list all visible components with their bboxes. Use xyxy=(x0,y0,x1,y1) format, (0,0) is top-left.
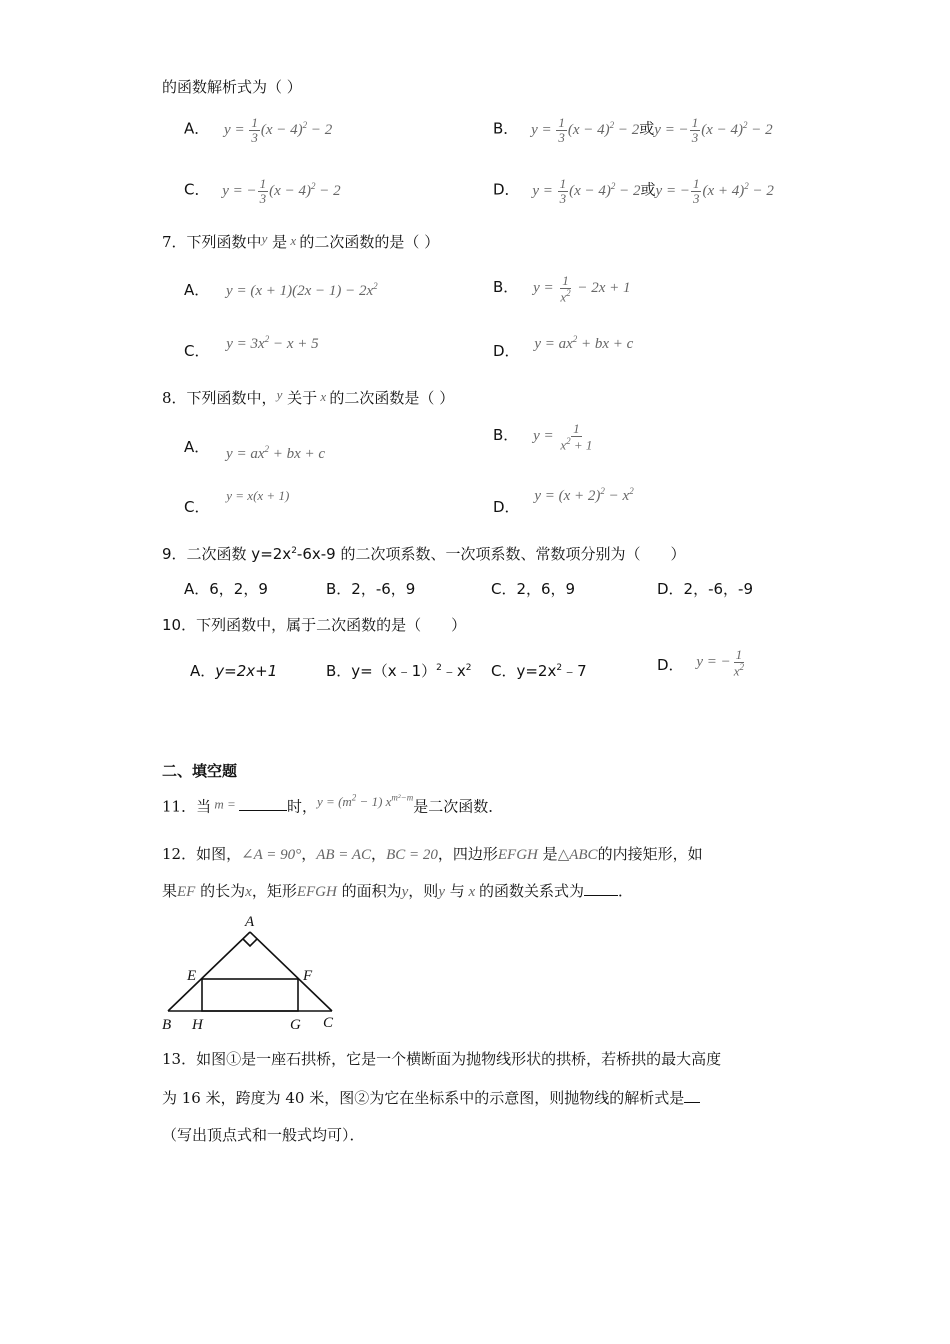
label-f: F xyxy=(303,968,313,984)
q11-answer-blank[interactable] xyxy=(239,810,287,811)
q6-option-c-label: C． xyxy=(184,180,210,199)
q6-option-b-label: B． xyxy=(493,119,519,138)
q11-stem: 11．当 m = 时，$y = (m^2 - 1)$ $x^{m^2-m}$是二次函数． xyxy=(162,793,504,816)
q6-stem-tail: 的函数解析式为（ ） xyxy=(162,78,302,96)
label-e: E xyxy=(187,968,197,984)
q7-option-b[interactable]: B． y = $\frac{1}{x^2}$ − 2x + 1 xyxy=(493,273,631,304)
label-g: G xyxy=(290,1017,301,1033)
q7-option-c[interactable]: C． $y = 3x^2 - x + 5$ xyxy=(184,334,319,360)
q10-option-b[interactable]: B．$y=(x﹣1)^2﹣x^2$ xyxy=(326,662,472,680)
q9-stem: 9．二次函数 $y=2x^2-6x-9$ 的二次项系数、一次项系数、常数项分别为（ ） xyxy=(162,545,686,563)
q8-option-d[interactable]: D． $y = (x + 2)^2 - x^2$ xyxy=(493,486,634,516)
label-c: C xyxy=(323,1015,334,1031)
q6-option-b-or: 或 xyxy=(639,119,655,138)
q8-option-a[interactable]: A． $y = ax^2$ + bx + c xyxy=(184,438,326,462)
q6-option-d-or: 或 xyxy=(640,180,656,199)
q6-option-a-label: A． xyxy=(184,119,210,138)
q6-option-b-formula-1: y = $\frac{1}{3}$ $(x - 4)^2 - 2$ xyxy=(531,115,640,145)
line-ac xyxy=(250,932,332,1011)
q12-line-1: 12．如图，∠A = 90°，AB = AC，BC = 20，四边形EFGH 是△ABC的内接矩形，如 xyxy=(162,845,703,863)
q7-option-a[interactable]: A． $y = (x + 1)(2x - 1) - 2x^2$ xyxy=(184,281,378,299)
q10-option-d[interactable]: D． y = − $\frac{1}{x^2}$ xyxy=(657,647,745,678)
q12-line-2: 果EF 的长为x，矩形EFGH 的面积为y，则y 与 x 的函数关系式为 ． xyxy=(162,882,633,900)
triangle-figure xyxy=(160,910,340,1035)
q6-option-d-formula-2: y = − $\frac{1}{3}$ $(x + 4)^2 - 2$ xyxy=(655,176,774,206)
label-b: B xyxy=(162,1017,172,1033)
q6-option-b[interactable] xyxy=(493,116,773,144)
label-a: A xyxy=(245,914,255,930)
q6-option-d-label: D． xyxy=(493,180,520,199)
q6-option-a[interactable] xyxy=(184,116,332,144)
q10-option-a[interactable]: A．y=2x+1 xyxy=(190,662,278,680)
q9-option-d[interactable]: D．2，-6，-9 xyxy=(657,580,754,598)
q13-answer-blank[interactable] xyxy=(684,1102,700,1103)
q6-option-d[interactable] xyxy=(493,177,774,205)
q9-option-a[interactable]: A．6，2，9 xyxy=(184,580,268,598)
q13-line-3: （写出顶点式和一般式均可）． xyxy=(162,1126,365,1144)
q6-option-a-formula: y = $\frac{1}{3}$ $(x - 4)^2 - 2$ xyxy=(224,115,333,145)
q8-option-b[interactable]: B． y = $\frac{1}{x^2 + 1}$ xyxy=(493,421,593,452)
q9-option-b[interactable]: B．2，-6，9 xyxy=(326,580,416,598)
line-ab xyxy=(168,932,250,1011)
q6-option-c[interactable] xyxy=(184,177,341,205)
rectangle-efgh xyxy=(202,979,298,1011)
q8-stem: 8．下列函数中，y 关于 x 的二次函数是（ ） xyxy=(162,387,455,407)
q6-option-b-formula-2: y = − $\frac{1}{3}$ $(x - 4)^2 - 2$ xyxy=(654,115,773,145)
section-title-fill-in: 二、填空题 xyxy=(162,762,238,780)
q13-line-2: 为 16 米，跨度为 40 米，图②为它在坐标系中的示意图，则抛物线的解析式是 xyxy=(162,1087,700,1108)
q8-option-c[interactable]: C． y = x(x + 1) xyxy=(184,488,290,516)
right-angle-mark xyxy=(243,939,257,946)
q13-line-1: 13．如图①是一座石拱桥，它是一个横断面为抛物线形状的拱桥，若桥拱的最大高度 xyxy=(162,1050,722,1068)
q7-stem: 7．下列函数中y 是 x 的二次函数的是（ ） xyxy=(162,231,440,251)
q12-answer-blank[interactable] xyxy=(584,895,618,896)
label-h: H xyxy=(192,1017,203,1033)
q9-option-c[interactable]: C．2，6，9 xyxy=(491,580,576,598)
q6-option-c-formula: y = − $\frac{1}{3}$ $(x - 4)^2 - 2$ xyxy=(222,176,341,206)
q10-option-c[interactable]: C．$y=2x^2﹣7$ xyxy=(491,662,587,680)
q10-stem: 10．下列函数中，属于二次函数的是（ ） xyxy=(162,616,467,634)
q7-option-d[interactable]: D． $y = ax^2$ + bx + c xyxy=(493,334,634,360)
q6-option-d-formula-1: y = $\frac{1}{3}$ $(x - 4)^2 - 2$ xyxy=(532,176,641,206)
